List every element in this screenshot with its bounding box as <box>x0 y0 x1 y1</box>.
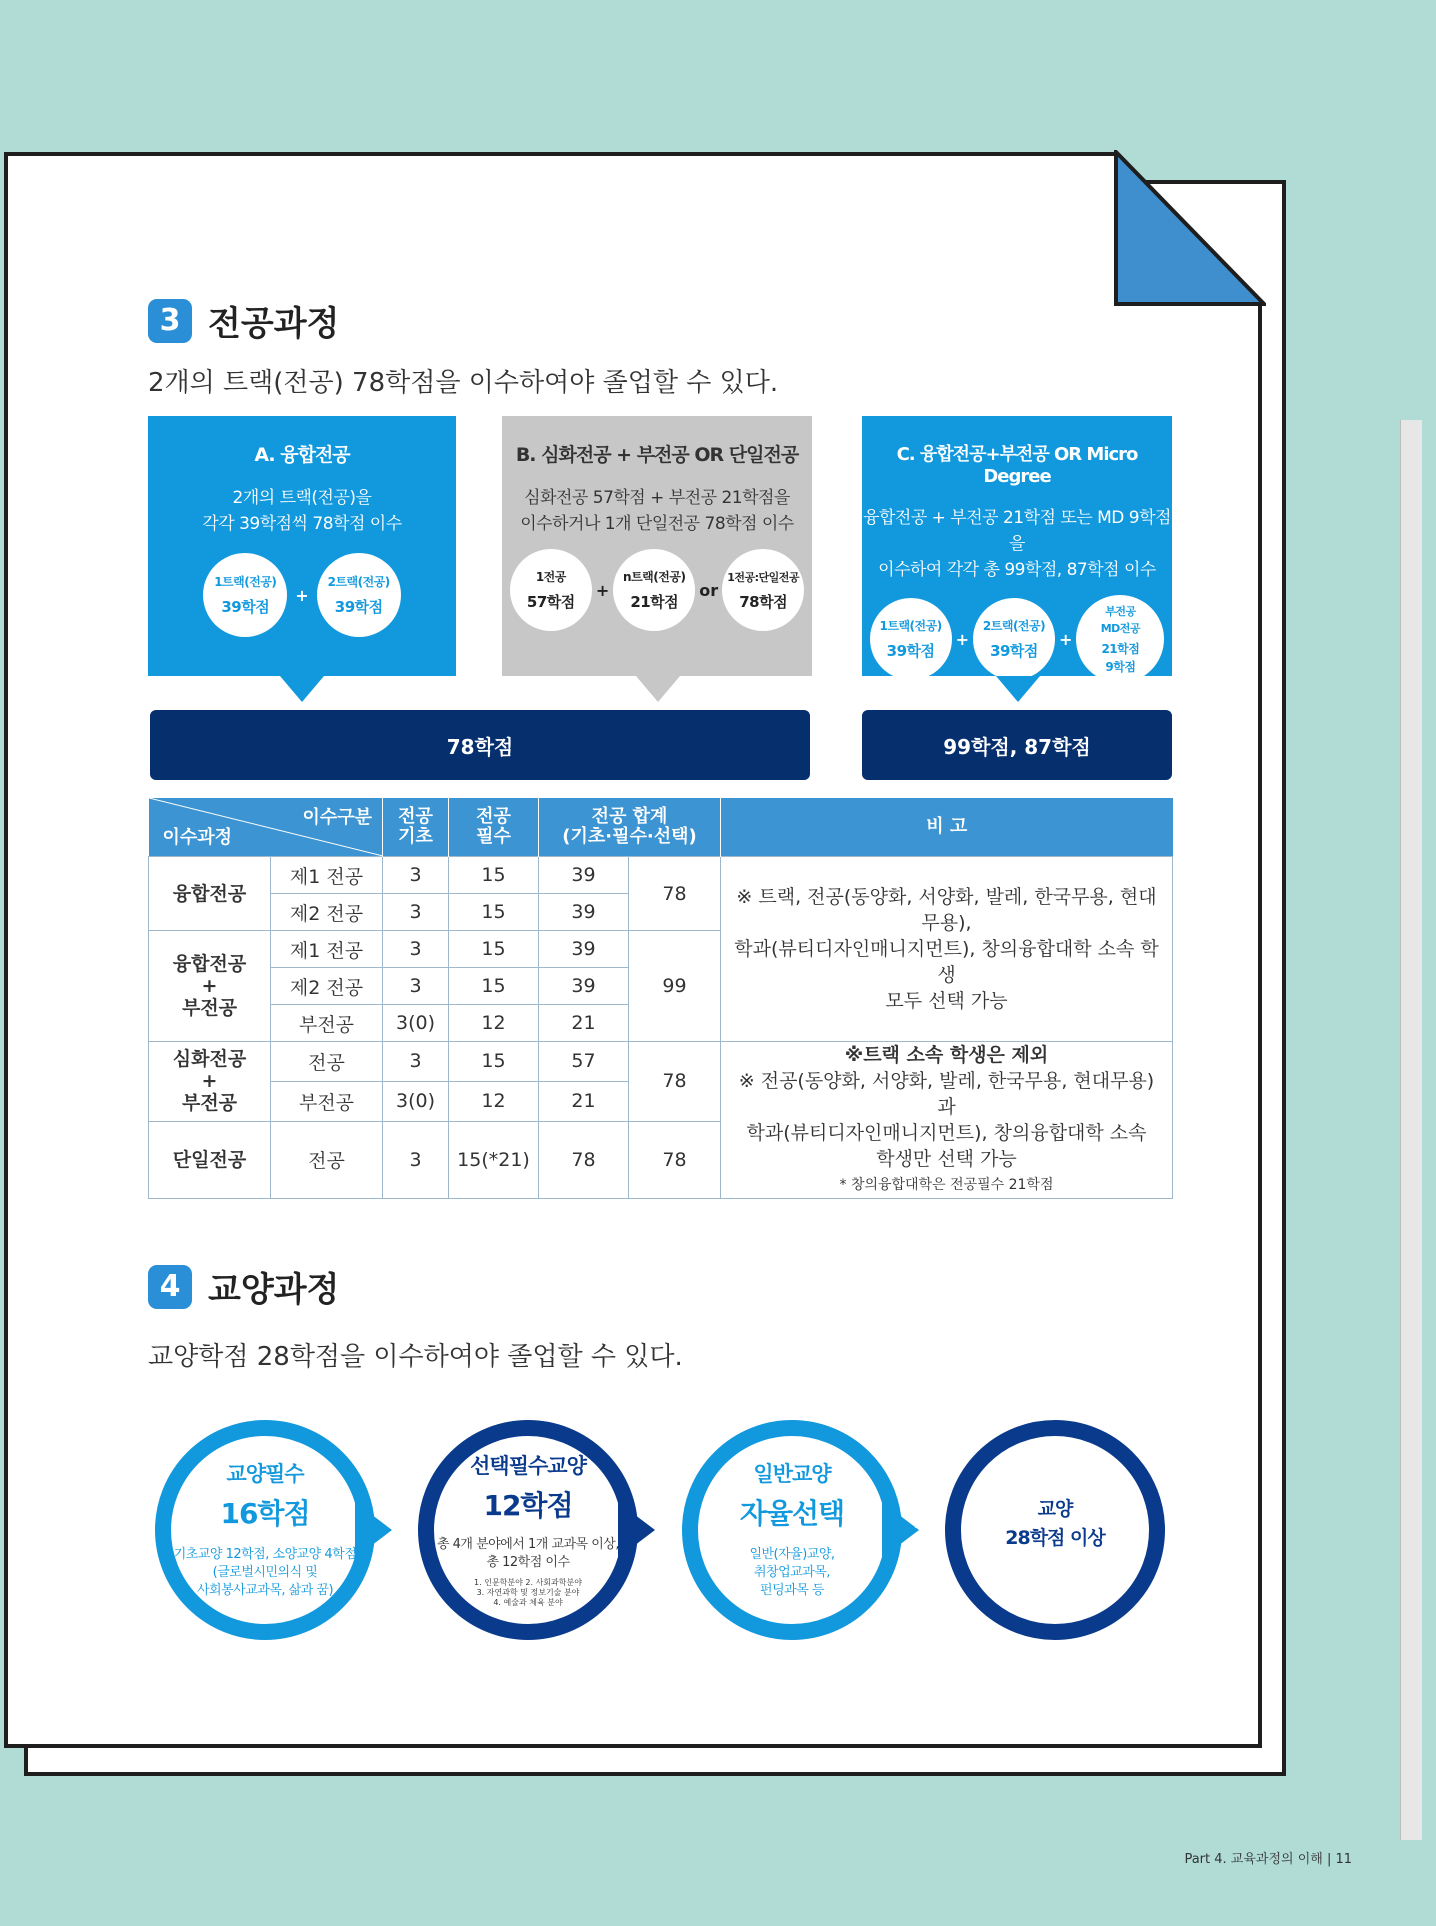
circle-credits: 39학점 <box>334 598 383 616</box>
credit-circle <box>510 549 592 631</box>
remark-note-2-body: ※ 전공(동양화, 서양화, 발레, 한국무용, 현대무용)과 학과(뷰티디자인매니지먼트), 창의융합대학 소속 학생만 선택 가능 <box>738 1070 1155 1170</box>
option-c-circles <box>862 595 1172 683</box>
group-label: 심화전공 + 부전공 <box>149 1042 271 1122</box>
header-course-type: 이수구분 <box>302 807 372 828</box>
plus-sign: + <box>1059 629 1073 649</box>
circle-credits: 39학점 <box>886 642 935 660</box>
circle-credits: 78학점 <box>739 592 788 611</box>
group-label: 융합전공 + 부전공 <box>149 931 271 1042</box>
equals-sign: = <box>913 1512 932 1537</box>
node-title: 교양 <box>1037 1498 1073 1520</box>
basic-credits: 3 <box>383 931 449 968</box>
total-credits-bar-c: 99학점, 87학점 <box>862 710 1172 780</box>
circle-credits: 21학점 <box>630 593 679 611</box>
option-b-box <box>502 416 812 676</box>
option-c-desc-line2: 이수하여 각각 총 99학점, 87학점 이수 <box>878 560 1156 580</box>
basic-credits: 3 <box>383 1121 449 1198</box>
header-program: 이수과정 <box>162 827 233 848</box>
plus-sign: + <box>650 1512 669 1537</box>
circle-credits: 39학점 <box>221 598 270 616</box>
section3-number: 3 <box>148 299 192 343</box>
course-kind: 부전공 <box>271 1081 383 1121</box>
option-a-box <box>148 416 456 676</box>
node-description: 기초교양 12학점, 소양교양 4학점 (글로벌시민의식 및 사회봉사교과목, 삶과 꿈) <box>173 1547 357 1598</box>
option-b-pointer <box>636 676 680 702</box>
circle-label: 1전공:단일전공 <box>727 570 800 584</box>
header-remark: 비 고 <box>721 798 1173 857</box>
node-description: 총 4개 분야에서 1개 교과목 이상, 총 12학점 이수 <box>436 1537 620 1570</box>
option-a-pointer <box>280 676 324 702</box>
plus-sign: + <box>955 629 969 649</box>
required-credits: 12 <box>449 1081 539 1121</box>
sum-credits: 57 <box>539 1042 629 1082</box>
option-c-title: C. 융합전공+부전공 OR Micro Degree <box>896 444 1138 487</box>
option-c-pointer <box>996 676 1040 702</box>
table-header-row <box>149 798 1173 857</box>
sum-credits: 39 <box>539 968 629 1005</box>
header-diagonal-cell <box>149 798 383 857</box>
node-credits: 28학점 이상 <box>1005 1527 1105 1549</box>
option-b-desc-line1: 심화전공 57학점 + 부전공 21학점을 <box>524 488 790 508</box>
option-b-description <box>502 485 812 537</box>
liberal-arts-flow <box>140 1400 1180 1660</box>
section3-description: 2개의 트랙(전공) 78학점을 이수하여야 졸업할 수 있다. <box>148 368 779 398</box>
circle-label: 1트랙(전공) <box>214 575 277 589</box>
folded-corner <box>1114 150 1266 306</box>
page-edge <box>1400 420 1422 1840</box>
required-credits: 15 <box>449 1042 539 1082</box>
credit-circle <box>613 549 695 631</box>
node-credits: 16학점 <box>220 1497 310 1530</box>
circle-label: 1전공 <box>535 570 566 584</box>
option-a-description <box>148 485 456 537</box>
required-credits: 15 <box>449 931 539 968</box>
credits-table <box>148 798 1173 1199</box>
basic-credits: 3 <box>383 1042 449 1082</box>
node-credits: 12학점 <box>483 1489 573 1522</box>
option-c-desc-line1: 융합전공 + 부전공 21학점 또는 MD 9학점을 <box>863 508 1171 554</box>
plus-sign: + <box>295 585 309 605</box>
circle-credits: 9학점 <box>1105 660 1136 674</box>
circle-credits: 57학점 <box>526 593 575 611</box>
required-credits: 15 <box>449 857 539 894</box>
course-kind: 제1 전공 <box>271 857 383 894</box>
required-credits: 15 <box>449 894 539 931</box>
option-b-circles <box>502 549 812 631</box>
total-credits: 78 <box>629 1121 721 1198</box>
credit-circle <box>722 549 804 631</box>
option-a-title: A. 융합전공 <box>254 444 350 466</box>
section4-title: 교양과정 <box>208 1270 340 1310</box>
course-kind: 전공 <box>271 1121 383 1198</box>
option-a-desc-line2: 각각 39학점씩 78학점 이수 <box>202 514 402 534</box>
option-b-title: B. 심화전공 + 부전공 OR 단일전공 <box>515 444 799 466</box>
required-liberal-node <box>170 1458 360 1600</box>
course-kind: 제1 전공 <box>271 931 383 968</box>
circle-label: MD전공 <box>1100 622 1141 635</box>
basic-credits: 3 <box>383 968 449 1005</box>
option-a-desc-line1: 2개의 트랙(전공)을 <box>232 488 372 508</box>
course-kind: 전공 <box>271 1042 383 1082</box>
general-liberal-node <box>697 1458 887 1600</box>
plus-sign: + <box>595 580 610 600</box>
sum-credits: 39 <box>539 857 629 894</box>
node-title: 선택필수교양 <box>470 1454 586 1478</box>
section3-title: 전공과정 <box>208 304 340 344</box>
plus-sign: + <box>387 1512 406 1537</box>
circle-credits: 21학점 <box>1101 642 1140 656</box>
circle-credits: 39학점 <box>990 642 1038 660</box>
header-basic: 전공 기초 <box>383 798 449 857</box>
course-kind: 제2 전공 <box>271 968 383 1005</box>
credit-circle <box>973 598 1055 680</box>
elective-required-node <box>428 1450 628 1608</box>
circle-label: n트랙(전공) <box>623 570 686 584</box>
node-description: 일반(자율)교양, 취창업교과목, 펀딩과목 등 <box>749 1547 835 1598</box>
circle-label: 2트랙(전공) <box>982 619 1046 633</box>
table-row <box>149 857 1173 894</box>
basic-credits: 3 <box>383 894 449 931</box>
node-area-list: 1. 인문학분야 2. 사회과학분야 3. 자연과학 및 정보기술 분야 4. 예술과 체육 분야 <box>474 1578 582 1607</box>
remark-note-1: ※ 트랙, 전공(동양화, 서양화, 발레, 한국무용, 현대무용), 학과(뷰티디자인매니지먼트), 창의융합대학 소속 학생 모두 선택 가능 <box>721 857 1173 1042</box>
or-sign: or <box>699 580 719 600</box>
basic-credits: 3(0) <box>383 1081 449 1121</box>
credit-circle <box>317 553 401 637</box>
sum-credits: 21 <box>539 1005 629 1042</box>
remark-note-2-small: * 창의융합대학은 전공필수 21학점 <box>839 1177 1054 1193</box>
basic-credits: 3 <box>383 857 449 894</box>
credit-circle <box>870 598 952 680</box>
credit-circle <box>1076 595 1164 683</box>
header-sum: 전공 합계 (기초·필수·선택) <box>539 798 721 857</box>
section4-number: 4 <box>148 1265 192 1309</box>
total-liberal-node <box>960 1494 1150 1550</box>
total-credits: 78 <box>629 857 721 931</box>
section3-heading <box>148 296 339 345</box>
circle-label: 2트랙(전공) <box>327 575 390 589</box>
group-label: 단일전공 <box>149 1121 271 1198</box>
sum-credits: 39 <box>539 931 629 968</box>
total-credits-bar-ab: 78학점 <box>150 710 810 780</box>
basic-credits: 3(0) <box>383 1005 449 1042</box>
option-a-circles <box>148 553 456 637</box>
section4-description: 교양학점 28학점을 이수하여야 졸업할 수 있다. <box>148 1342 683 1372</box>
node-credits: 자율선택 <box>739 1497 845 1530</box>
group-label: 융합전공 <box>149 857 271 931</box>
sum-credits: 21 <box>539 1081 629 1121</box>
circle-label: 1트랙(전공) <box>879 619 942 633</box>
section4-heading <box>148 1262 339 1311</box>
credit-circle <box>203 553 287 637</box>
required-credits: 15(*21) <box>449 1121 539 1198</box>
course-kind: 제2 전공 <box>271 894 383 931</box>
node-title: 일반교양 <box>753 1462 831 1486</box>
option-c-box <box>862 416 1172 676</box>
total-credits: 99 <box>629 931 721 1042</box>
required-credits: 15 <box>449 968 539 1005</box>
remark-note-2-bold: ※트랙 소속 학생은 제외 <box>844 1044 1049 1066</box>
sum-credits: 78 <box>539 1121 629 1198</box>
remark-note-2 <box>721 1042 1173 1199</box>
total-credits: 78 <box>629 1042 721 1122</box>
table-row <box>149 1042 1173 1082</box>
option-b-desc-line2: 이수하거나 1개 단일전공 78학점 이수 <box>520 514 794 534</box>
page-footer: Part 4. 교육과정의 이해 | 11 <box>1184 1852 1352 1867</box>
required-credits: 12 <box>449 1005 539 1042</box>
circle-label: 부전공 <box>1105 605 1136 618</box>
sum-credits: 39 <box>539 894 629 931</box>
option-c-description <box>862 505 1172 583</box>
course-kind: 부전공 <box>271 1005 383 1042</box>
header-required: 전공 필수 <box>449 798 539 857</box>
node-title: 교양필수 <box>226 1462 304 1486</box>
